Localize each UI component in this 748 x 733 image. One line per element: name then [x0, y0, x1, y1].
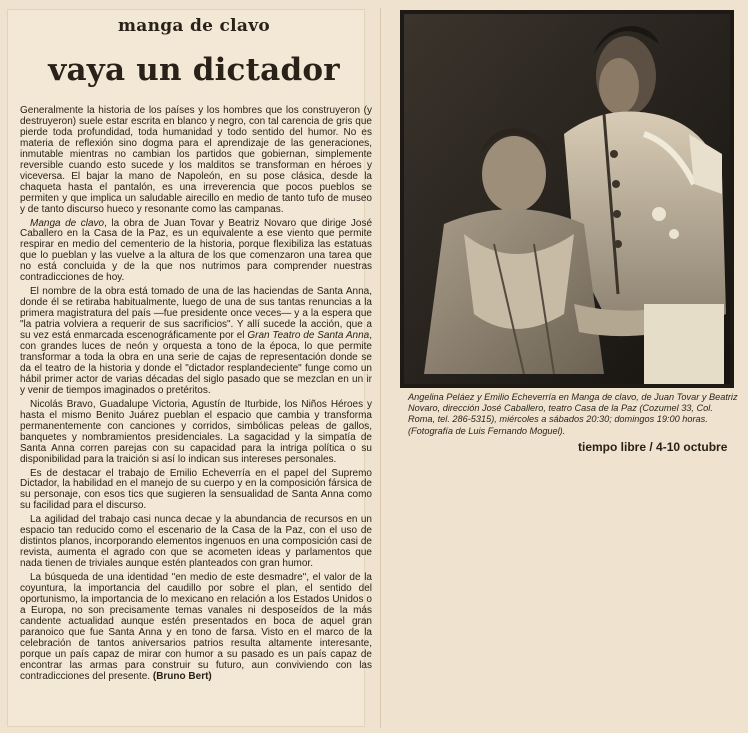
article-body — [20, 106, 372, 686]
article-headline: vaya un dictador — [48, 52, 340, 88]
paragraph-3-text-b: , con grandes luces de neón y orquesta a tono de la época, lo que permite transformar a toda la obra en una serie de cajas de representación donde se da el teatro de la historia y donde el "dictador resplandeciente" funge como un hábil primer actor de varias décadas del siglo pasado que se mezclan en un ir y venir de tiempos imaginados o pretéritos. — [20, 330, 372, 396]
column-divider — [380, 8, 381, 728]
article-kicker: manga de clavo — [117, 16, 271, 36]
theater-photo-icon — [404, 14, 730, 384]
paragraph-3 — [20, 287, 372, 397]
theater-name: Gran Teatro de Santa Anna — [247, 330, 370, 342]
paragraph-6: La agilidad del trabajo casi nunca decae y la abundancia de recursos en un espacio tan reducido como el escenario de la Casa de la Paz, con el uso de distintos planos, incorporando elementos ingenuos en una composición casi de revista, aumenta el agrado con que se acometen ideas y parlamentos que nada tienen de triviales aunque estén planteados con gran humor. — [20, 514, 372, 570]
publication-credit — [578, 440, 748, 454]
paragraph-2-text: , la obra de Juan Tovar y Beatriz Novaro que dirige José Caballero en la Casa de la Paz, es un equivalente a ese viento que permite respirar en medio del cementerio de la historia, porque flexibiliza las estatuas que lo pueblan y las vuelve a la altura de los que comenzaron una tarea que no está concluida y de la que nos nutrimos para comprender nuestras contradicciones de hoy. — [20, 217, 372, 284]
paragraph-4: Nicolás Bravo, Guadalupe Victoria, Agustín de Iturbide, los Niños Héroes y hasta el mismo Benito Juárez pueblan el espacio que cambia y transforma permanentemente con canciones y corridos, simbólicas peleas de gallos, banquetes y nombramientos presidenciales. La sagacidad y la simpatía de Santa Anna corren parejas con su capacidad para la intriga política o su disponibilidad para la traición si así lo indican sus intereses personales. — [20, 398, 372, 465]
paragraph-7-text: La búsqueda de una identidad "en medio de este desmadre", el valor de la coyuntura, la importancia del caudillo por sobre el plan, el sentido del oportunismo, la importancia de lo mexicano en relación a los Estados Unidos o a Europa, no son precisamente temas vanales ni desposeídos de la más candente actualidad aunque estén presentados en boca de aquel gran paranoico que fue Santa Anna y en tono de farsa. Visto en el marco de la celebración de tantos aniversarios patrios resulta altamente interesante, porque un país capaz de mirar con humor a su pasado es un país capaz de encontrar las armas para construir su futuro, aun conviviendo con las contradicciones del presente. — [20, 572, 372, 682]
paragraph-7 — [20, 573, 372, 683]
paragraph-2 — [20, 219, 372, 285]
article-clipping — [8, 10, 372, 726]
play-title: Manga de clavo — [30, 217, 105, 229]
credit-separator: / — [646, 440, 657, 454]
issue-date: 4-10 octubre — [656, 440, 728, 454]
paragraph-3-text-a: El nombre de la obra está tomado de una de las haciendas de Santa Anna, donde él se retiraba habitualmente, luego de una de sus tantas renuncias a la primera magistratura del país —fue presidente once veces— y a la espera que "la patria volviera a requerir de sus sacrificios". Y allí sucede la acción, que a su vez está enmarcada escenográficamente por el — [20, 286, 372, 342]
theater-photo — [400, 10, 734, 388]
paragraph-1: Generalmente la historia de los países y los hombres que los construyeron (y destruyeron) suele estar escrita en blanco y negro, con tal carencia de gris que pierde toda profundidad, toda humanidad y todo sentido del humor. No es materia de reflexión sino dogma para el aprendizaje de las generaciones, inmutable mientras no cambian los partidos que gobiernan, simplemente reversible cuando esto sucede y los malditos se transforman en héroes y viceversa. El bajar la mano de Napoleón, en su pose clásica, desde la chaqueta hasta el pantalón, es una irreverencia que pocos pueblos se permiten y que implica un saludable airecillo en medio de tanto tufo de museo y de tanto discurso hueco y resonante como las campanas. — [20, 105, 372, 215]
photo-caption: Angelina Peláez y Emilio Echeverría en Manga de clavo, de Juan Tovar y Beatriz Novaro, dirección José Caballero, teatro Casa de la Paz (Cozumel 33, Col. Roma, tel. 286-5315), miércoles a sábados 20:30; domingos 19:00 horas. (Fotografía de Luis Fernando Moguel). — [408, 392, 738, 436]
author-signature: (Bruno Bert) — [152, 670, 212, 682]
section-name: tiempo libre — [578, 440, 647, 454]
paragraph-5: Es de destacar el trabajo de Emilio Echeverría en el papel del Supremo Dictador, la habilidad en el manejo de su cuerpo y en la composición fársica de su personaje, con esos tics que sugieren la sensualidad de Santa Anna como su facilidad para el discurso. — [20, 467, 372, 512]
